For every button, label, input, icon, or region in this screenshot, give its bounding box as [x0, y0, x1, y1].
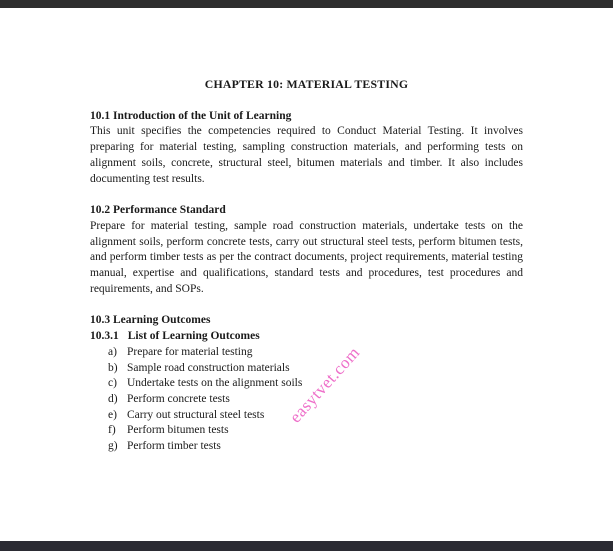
- list-item-text: Prepare for material testing: [127, 345, 253, 358]
- outcomes-subheading: [90, 329, 523, 345]
- list-item-label: c): [108, 377, 117, 390]
- section-introduction: [90, 109, 523, 188]
- list-item-text: Carry out structural steel tests: [127, 408, 265, 421]
- section-performance-standard: [90, 203, 523, 297]
- list-item: [108, 361, 523, 377]
- viewer-bottom-bar: [0, 541, 613, 551]
- section-heading: 10.1 Introduction of the Unit of Learning: [90, 109, 292, 122]
- list-item-label: g): [108, 440, 118, 453]
- section-heading: 10.2 Performance Standard: [90, 204, 226, 217]
- list-item-text: Undertake tests on the alignment soils: [127, 377, 303, 390]
- chapter-title: CHAPTER 10: MATERIAL TESTING: [204, 77, 409, 91]
- list-item-label: a): [108, 345, 117, 358]
- list-item: [108, 408, 523, 424]
- section-paragraph: This unit specifies the competencies required to Conduct Material Testing. It involves preparing for material testing, sampling construction materials, and performing tests on alignment soils, concrete, structural steel, bitumen materials and timber. It also includes documenting test results.: [90, 125, 523, 185]
- list-item-text: Perform concrete tests: [127, 392, 230, 405]
- list-item: [108, 439, 523, 455]
- list-item: [108, 423, 523, 439]
- outcomes-subheading-label: List of Learning Outcomes: [127, 330, 260, 343]
- outcomes-heading: 10.3 Learning Outcomes: [90, 314, 211, 327]
- list-item-text: Perform timber tests: [127, 440, 221, 453]
- list-item-label: d): [108, 392, 118, 405]
- section-paragraph: Prepare for material testing, sample road construction materials, undertake tests on the alignment soils, perform concrete tests, carry out structural steel tests, perform bitumen tests, and perform timber tests as per the contract documents, project requirements, material testing manual, expertise and qualifications, standard tests and procedures, test procedures and requirements, and SOPs.: [90, 219, 523, 295]
- list-item: [108, 345, 523, 361]
- list-item: [108, 392, 523, 408]
- list-item-text: Sample road construction materials: [127, 361, 290, 374]
- viewer-top-bar: [0, 0, 613, 8]
- list-item: [108, 376, 523, 392]
- list-item-label: b): [108, 361, 118, 374]
- document-page: [90, 77, 523, 471]
- list-item-label: f): [108, 424, 116, 437]
- list-item-label: e): [108, 408, 117, 421]
- outcomes-subheading-number: 10.3.1: [90, 330, 119, 343]
- outcome-list: [90, 342, 523, 455]
- list-item-text: Perform bitumen tests: [127, 424, 229, 437]
- section-learning-outcomes: [90, 313, 523, 454]
- watermark-text: easytvet.com: [285, 342, 364, 427]
